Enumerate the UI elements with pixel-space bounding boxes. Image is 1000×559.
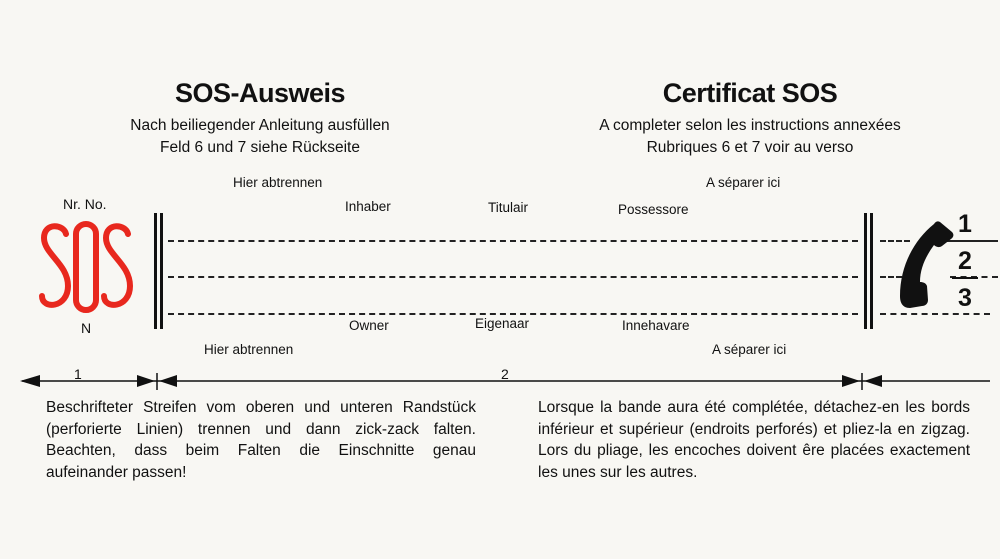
holder-label-de: Inhaber [345,199,391,214]
dimension-line [0,364,1000,394]
subtitle-de-line1: Nach beiliegender Anleitung ausfüllen [130,117,390,134]
sos-logo-icon [36,216,136,318]
phone-number-2: 2 [958,247,972,275]
cut-label-bottom-de: Hier abtrennen [204,342,294,357]
dimension-label-2: 2 [501,366,509,382]
perforation-line [168,276,858,278]
phone-number-1: 1 [958,210,972,238]
holder-label-nl: Eigenaar [475,316,530,331]
subtitle-fr-line2: Rubriques 6 et 7 voir au verso [646,139,854,156]
cut-label-top-de: Hier abtrennen [233,175,323,190]
left-fold-bar [154,213,157,329]
telephone-handset-icon [896,216,956,312]
phone-number-3: 3 [958,284,972,312]
subtitle-fr-line1: A completer selon les instructions annexées [599,117,901,134]
dimension-label-1: 1 [74,366,82,382]
right-fold-bar [864,213,867,329]
instructions-de: Beschrifteter Streifen vom oberen und unteren Randstück (perforierte Linien) trennen und dann zick-zack falten. Beachten, dass beim Falten die Einschnitte genau aufeinander passen! [46,399,476,481]
left-fold-bar [160,213,163,329]
n-label: N [81,320,92,336]
subtitle-de-line2: Feld 6 und 7 siehe Rückseite [160,139,360,156]
instructions-fr: Lorsque la bande aura été complétée, détachez-en les bords inférieur et supérieur (endroits perforés) et pliez-la en zigzag. Lors du pliage, les encoches doivent êre placées exactement les unes sur les autres. [538,399,970,481]
cut-label-bottom-fr: A séparer ici [712,342,787,357]
perforation-line [168,313,858,315]
perforation-line-right [880,313,990,315]
title-de: SOS-Ausweis [174,78,346,108]
holder-label-sv: Innehavare [622,318,690,333]
nr-label: Nr. No. [63,196,107,212]
sos-logo [36,216,136,318]
title-fr: Certificat SOS [662,78,838,108]
holder-label-en: Owner [349,318,389,333]
cut-label-top-fr: A séparer ici [706,175,781,190]
fraction-line [952,277,978,279]
right-fold-bar [870,213,873,329]
perforation-line [168,240,858,242]
holder-label-fr: Titulair [488,200,529,215]
holder-label-it: Possessore [618,202,689,217]
